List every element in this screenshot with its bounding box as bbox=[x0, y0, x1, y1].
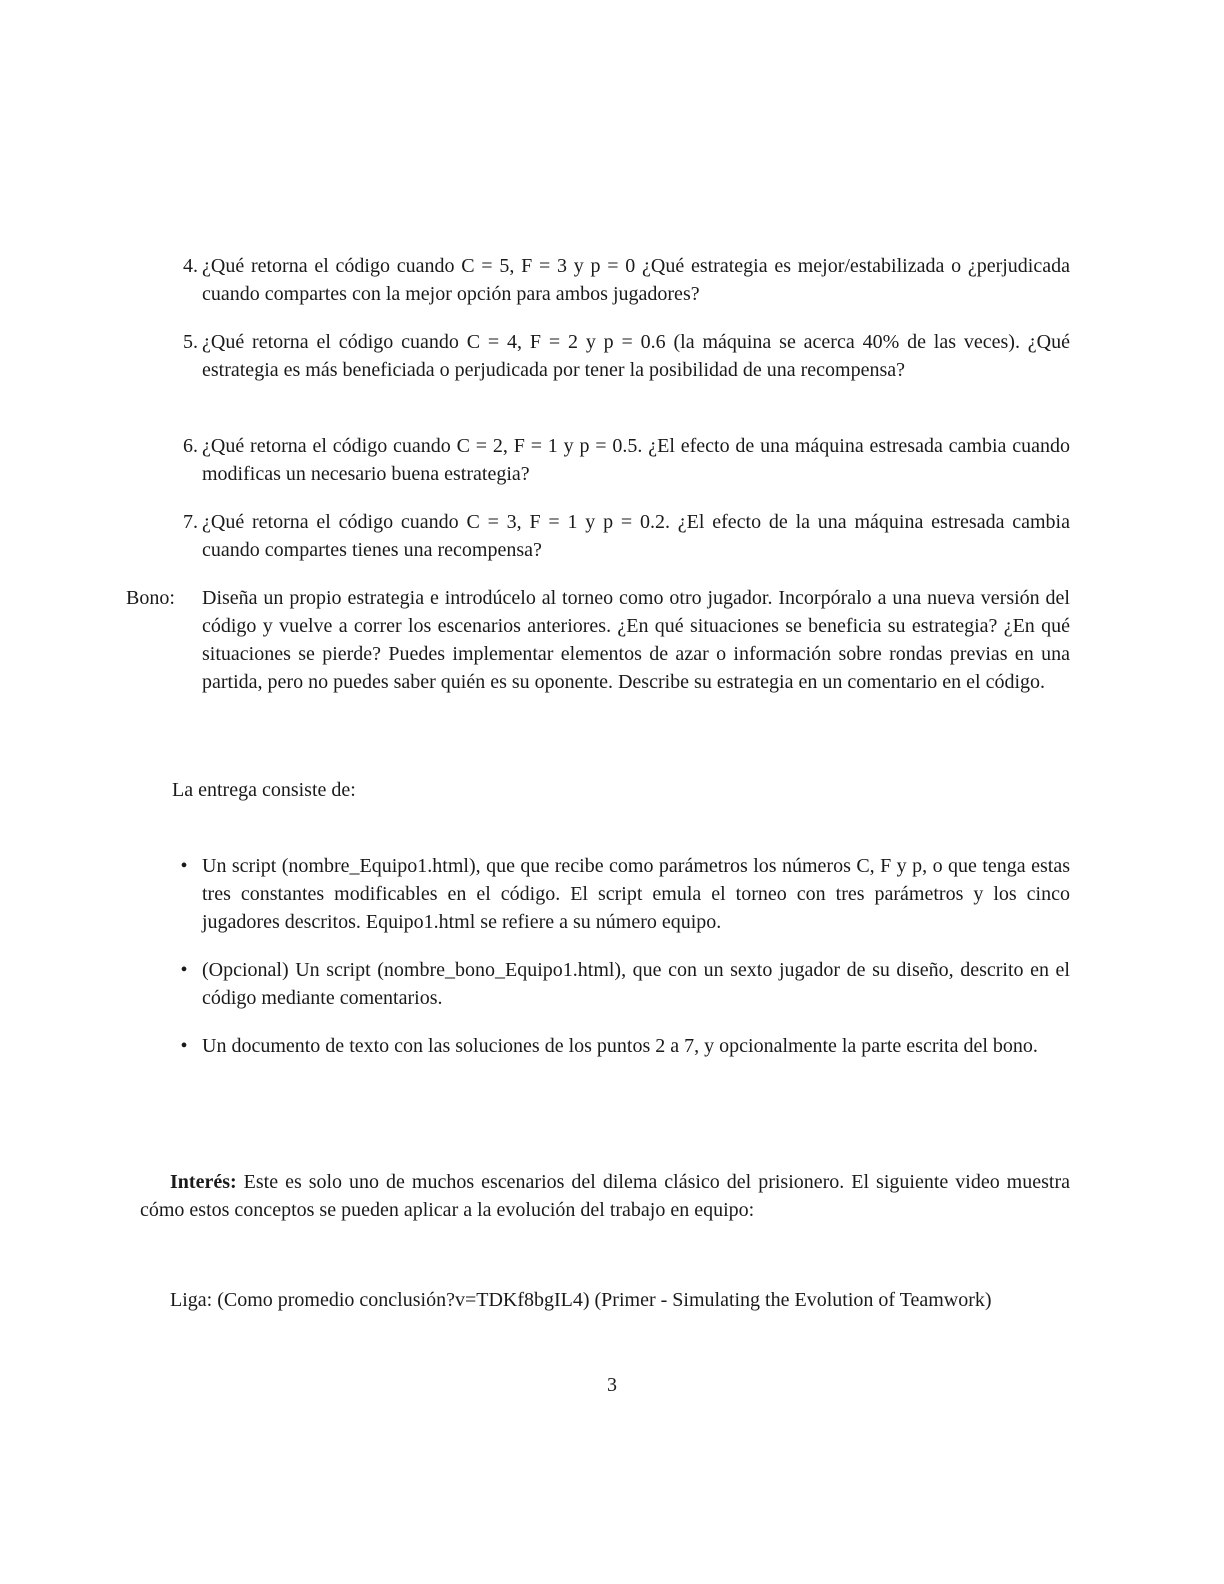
delivery-list bbox=[140, 852, 1070, 1080]
question-4 bbox=[140, 252, 1070, 308]
question-number: 5. bbox=[183, 331, 198, 353]
question-text: ¿Qué retorna el código cuando C = 3, F = 1 y p = 0.2. ¿El efecto de la una máquina estresada cambia cuando compartes tienes una recompensa? bbox=[202, 511, 1070, 561]
question-number: 7. bbox=[183, 511, 198, 533]
question-6 bbox=[140, 432, 1070, 488]
page-number: 3 bbox=[607, 1374, 617, 1396]
bullet-symbol: • bbox=[180, 1035, 188, 1057]
interest-text: Este es solo uno de muchos escenarios del dilema clásico del prisionero. El siguiente video muestra cómo estos conceptos se pueden aplicar a la evolución del trabajo en equipo: bbox=[140, 1171, 1070, 1221]
bullet-symbol: • bbox=[180, 959, 188, 981]
question-7 bbox=[140, 508, 1070, 564]
bonus-note bbox=[126, 584, 1070, 696]
list-item bbox=[140, 956, 1070, 1012]
list-item bbox=[140, 1032, 1070, 1060]
question-number: 4. bbox=[183, 255, 198, 277]
interest-paragraph bbox=[140, 1168, 1070, 1224]
bonus-label: Bono: bbox=[126, 587, 175, 609]
question-5 bbox=[140, 328, 1070, 384]
list-item-text: Un script (nombre_Equipo1.html), que que recibe como parámetros los números C, F y p, o que tenga estas tres constantes modificables en el código. El script emula el torneo con tres parámetros y los cinco jugadores descritos. Equipo1.html se refiere a su número equipo. bbox=[202, 855, 1070, 933]
delivery-intro: La entrega consiste de: bbox=[172, 779, 356, 801]
question-number: 6. bbox=[183, 435, 198, 457]
list-item bbox=[140, 852, 1070, 936]
bullet-symbol: • bbox=[180, 855, 188, 877]
interest-label: Interés: bbox=[170, 1171, 237, 1193]
list-item-text: (Opcional) Un script (nombre_bono_Equipo1.html), que con un sexto jugador de su diseño, descrito en el código mediante comentarios. bbox=[202, 959, 1070, 1009]
video-link[interactable]: Liga: (Como promedio conclusión?v=TDKf8bgIL4) (Primer - Simulating the Evolution of Teamwork) bbox=[170, 1289, 992, 1311]
question-text: ¿Qué retorna el código cuando C = 5, F = 3 y p = 0 ¿Qué estrategia es mejor/estabilizada o ¿perjudicada cuando compartes con la mejor opción para ambos jugadores? bbox=[202, 255, 1070, 305]
question-text: ¿Qué retorna el código cuando C = 4, F = 2 y p = 0.6 (la máquina se acerca 40% de las veces). ¿Qué estrategia es más beneficiada o perjudicada por tener la posibilidad de una recompensa? bbox=[202, 331, 1070, 381]
list-item-text: Un documento de texto con las soluciones de los puntos 2 a 7, y opcionalmente la parte escrita del bono. bbox=[202, 1035, 1038, 1057]
question-text: ¿Qué retorna el código cuando C = 2, F = 1 y p = 0.5. ¿El efecto de una máquina estresada cambia cuando modificas un necesario buena estrategia? bbox=[202, 435, 1070, 485]
bonus-text: Diseña un propio estrategia e introdúcelo al torneo como otro jugador. Incorpóralo a una nueva versión del código y vuelve a correr los escenarios anteriores. ¿En qué situaciones se beneficia su estrategia? ¿En qué situaciones se pierde? Puedes implementar elementos de azar o información sobre rondas previas en una partida, pero no puedes saber quién es su oponente. Describe su estrategia en un comentario en el código. bbox=[202, 587, 1070, 693]
